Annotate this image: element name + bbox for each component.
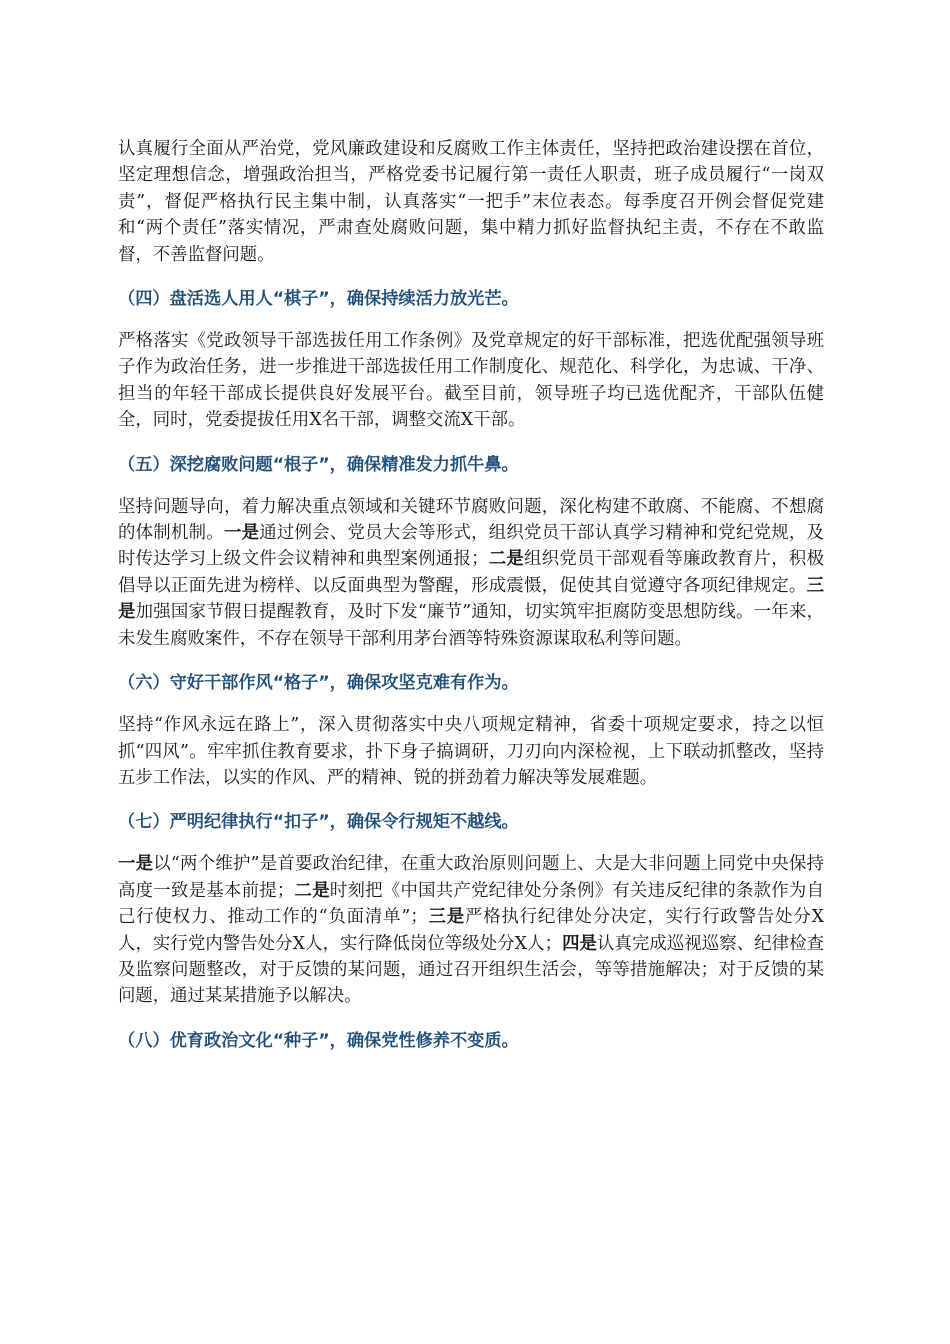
bold-run: 一是: [118, 854, 154, 875]
text-run: 加强国家节假日提醒教育，及时下发“廉节”通知，切实筑牢拒腐防变思想防线。一年来，未发生腐败案件，不存在领导干部利用茅台酒等特殊资源谋取私利等问题。: [118, 602, 824, 649]
paragraph-anti-corruption: [118, 494, 824, 652]
text-run: 严格执行纪律处分决定，实行行政警告处分X人，实行党内警告处分X人，实行降低岗位等级处分X人；: [118, 907, 824, 954]
paragraph-responsibility: [118, 136, 824, 268]
paragraph-work-style: [118, 712, 824, 791]
text-run: 通过例会、党员大会等形式，组织党员干部认真学习精神和党纪党规，及时传达学习上级文件会议精神和典型案例通报；: [118, 523, 824, 570]
document-page: [118, 136, 824, 1054]
bold-run: 二是: [488, 549, 525, 570]
bold-run: 三是: [118, 575, 824, 623]
text-run: 严格落实《党政领导干部选拔任用工作条例》及党章规定的好干部标准，把选优配强领导班子作为政治任务，进一步推进干部选拔任用工作制度化、规范化、科学化，为忠诚、干净、担当的年轻干部成长提供良好发展平台。截至目前，领导班子均已选优配齐，干部队伍健全，同时，党委提拔任用X名干部，调整交流X干部。: [118, 331, 824, 431]
text-run: 坚持“作风永远在路上”，深入贯彻落实中央八项规定精神，省委十项规定要求，持之以恒抓“四风”。牢牢抓住教育要求，扑下身子搞调研，刀刃向内深检视，上下联动抓整改，坚持五步工作法，以实的作风、严的精神、锐的拼劲着力解决等发展难题。: [118, 715, 824, 788]
section-heading-7: （七）严明纪律执行“扣子”，确保令行规矩不越线。: [118, 812, 519, 833]
section-heading-4: （四）盘活选人用人“棋子”，确保持续活力放光芒。: [118, 289, 519, 310]
text-run: 以“两个维护”是首要政治纪律，在重大政治原则问题上、大是大非问题上同党中央保持高度一致是基本前提；: [118, 854, 824, 901]
bold-run: 二是: [294, 880, 330, 901]
text-run: 认真完成巡视巡察、纪律检查及监察问题整改，对于反馈的某问题，通过召开组织生活会，等等措施解决；对于反馈的某问题，通过某某措施予以解决。: [118, 933, 824, 1007]
text-run: 时刻把《中国共产党纪律处分条例》有关违反纪律的条款作为自己行使权力、推动工作的“负面清单”；: [118, 880, 824, 928]
bold-run: 四是: [562, 933, 598, 954]
section-heading-6: （六）守好干部作风“格子”，确保攻坚克难有作为。: [118, 673, 519, 694]
text-run: 认真履行全面从严治党，党风廉政建设和反腐败工作主体责任，坚持把政治建设摆在首位，坚定理想信念，增强政治担当，严格党委书记履行第一责任人职责，班子成员履行“一岗双责”，督促严格执行民主集中制，认真落实“一把手”末位表态。每季度召开例会督促党建和“两个责任”落实情况，严肃查处腐败问题，集中精力抓好监督执纪主责，不存在不敢监督，不善监督问题。: [118, 139, 824, 265]
text-run: 组织党员干部观看等廉政教育片，积极倡导以正面先进为榜样、以反面典型为警醒，形成震慑，促使其自觉遵守各项纪律规定。: [118, 549, 824, 596]
paragraph-cadre-selection: [118, 328, 824, 434]
bold-run: 三是: [427, 907, 465, 928]
section-heading-5: （五）深挖腐败问题“根子”，确保精准发力抓牛鼻。: [118, 454, 519, 475]
paragraph-discipline: [118, 851, 824, 1009]
section-heading-8: （八）优育政治文化“种子”，确保党性修养不变质。: [118, 1030, 519, 1051]
bold-run: 一是: [223, 523, 260, 544]
text-run: 坚持问题导向，着力解决重点领域和关键环节腐败问题，深化构建不敢腐、不能腐、不想腐的体制机制。: [118, 496, 824, 544]
